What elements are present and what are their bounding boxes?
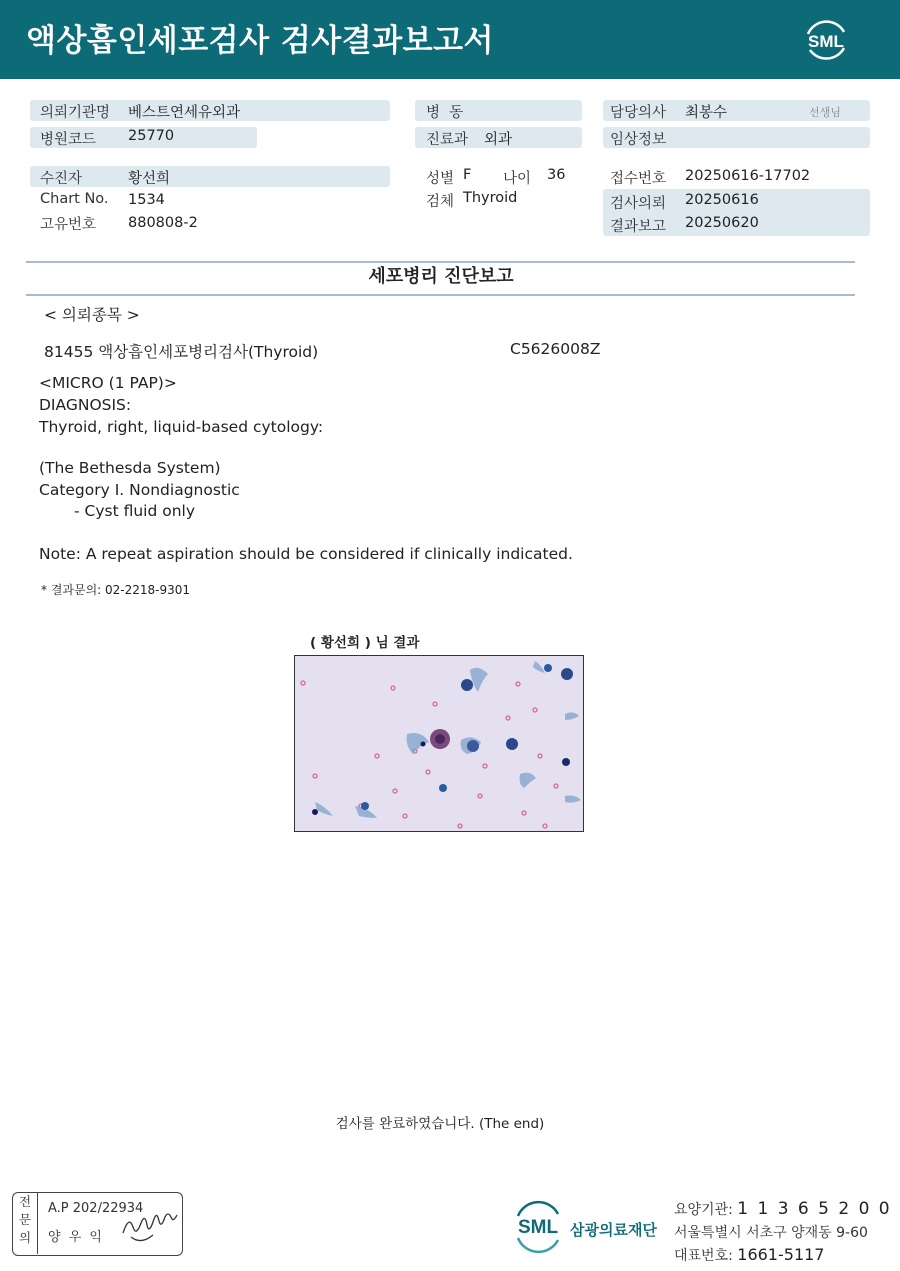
hospital-code-value: 25770 — [128, 128, 175, 144]
foundation-name: 삼광의료재단 — [570, 1221, 657, 1239]
test-id: C5626008Z — [510, 340, 601, 358]
diagnosis-site: Thyroid, right, liquid-based cytology: — [39, 418, 324, 436]
clinical-info-label: 임상정보 — [610, 132, 667, 148]
receipt-no-label: 접수번호 — [610, 171, 667, 187]
image-caption: ( 황선희 ) 님 결과 — [310, 635, 420, 651]
doctor-label: 담당의사 — [610, 105, 667, 121]
stamp-license: A.P 202/22934 — [48, 1201, 144, 1216]
specimen-label: 검체 — [426, 194, 455, 210]
stamp-side-label — [13, 1193, 38, 1254]
patient-row-bg — [30, 166, 390, 187]
stamp-name: 양 우 익 — [48, 1230, 104, 1245]
report-date-label: 결과보고 — [610, 219, 667, 235]
diagnosis-detail: - Cyst fluid only — [74, 502, 196, 520]
report-date-value: 20250620 — [685, 215, 759, 231]
specimen-value: Thyroid — [463, 190, 518, 206]
doctor-value: 최봉수 — [685, 105, 728, 121]
footer-sml-logo — [510, 1200, 566, 1258]
end-message: 검사를 완료하였습니다. (The end) — [335, 1116, 545, 1132]
diagnosis-category: Category I. Nondiagnostic — [39, 481, 240, 499]
footer-logo-text: SML — [517, 1217, 559, 1238]
clinical-note: Note: A repeat aspiration should be considered if clinically indicated. — [39, 545, 573, 563]
phone-line — [674, 1245, 824, 1265]
signature-icon — [121, 1207, 183, 1251]
micro-line: <MICRO (1 PAP)> — [39, 374, 177, 392]
institution-label: 의뢰기관명 — [40, 105, 111, 121]
specialist-stamp — [12, 1192, 183, 1256]
request-date-label: 검사의뢰 — [610, 196, 667, 212]
cytology-image — [294, 655, 584, 832]
provider-number: 1 1 3 6 5 2 0 0 — [737, 1199, 892, 1219]
sex-value: F — [463, 167, 472, 183]
phone-label: 대표번호: — [674, 1248, 738, 1264]
provider-label: 요양기관: — [674, 1202, 738, 1218]
chart-no-value: 1534 — [128, 192, 165, 208]
institution-value: 베스트연세유외과 — [128, 105, 241, 121]
chart-no-label: Chart No. — [40, 191, 109, 207]
unique-no-value: 880808-2 — [128, 215, 198, 231]
section-divider-bottom — [26, 294, 855, 296]
diagnosis-label: DIAGNOSIS: — [39, 396, 132, 414]
sex-label: 성별 — [426, 171, 455, 187]
patient-label: 수진자 — [40, 171, 83, 187]
receipt-no-value: 20250616-17702 — [685, 168, 811, 184]
stamp-char: 의 — [18, 1230, 32, 1245]
address: 서울특별시 서초구 양재동 9-60 — [674, 1225, 868, 1241]
provider-line — [674, 1199, 892, 1219]
stamp-char: 문 — [18, 1212, 32, 1227]
section-title: 세포병리 진단보고 — [368, 266, 514, 287]
test-code-name: 81455 액상흡인세포병리검사(Thyroid) — [44, 343, 319, 361]
phone-number: 1661-5117 — [737, 1245, 825, 1264]
report-title: 액상흡인세포검사 검사결과보고서 — [26, 23, 494, 59]
age-label: 나이 — [503, 171, 532, 187]
request-items-heading: < 의뢰종목 > — [44, 306, 140, 324]
doctor-suffix: 선생님 — [809, 106, 841, 119]
request-date-value: 20250616 — [685, 192, 759, 208]
age-value: 36 — [547, 167, 566, 183]
department-value: 외과 — [484, 132, 513, 148]
hospital-code-label: 병원코드 — [40, 132, 97, 148]
department-label: 진료과 — [426, 132, 469, 148]
sml-logo-text: SML — [808, 32, 844, 51]
bethesda-system: (The Bethesda System) — [39, 459, 221, 477]
patient-name: 황선희 — [128, 171, 171, 187]
unique-no-label: 고유번호 — [40, 217, 97, 233]
stamp-char: 전 — [18, 1194, 32, 1209]
inquiry-contact: * 결과문의: 02-2218-9301 — [41, 583, 191, 597]
sml-logo — [800, 14, 852, 66]
ward-label: 병 동 — [426, 105, 464, 121]
